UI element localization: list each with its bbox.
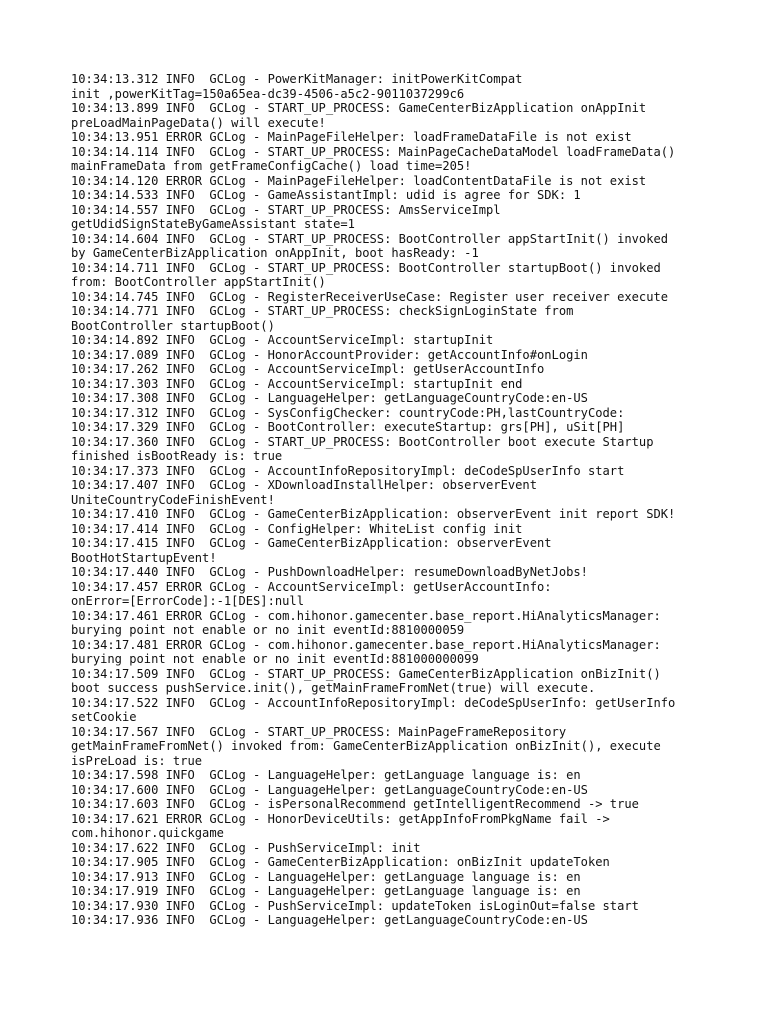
log-line: 10:34:13.951 ERROR GCLog - MainPageFileHelper: loadFrameDataFile is not exist <box>71 130 632 144</box>
log-line: com.hihonor.quickgame <box>71 826 224 840</box>
log-line: 10:34:17.312 INFO GCLog - SysConfigChecker: countryCode:PH,lastCountryCode: <box>71 405 625 420</box>
log-line: 10:34:14.557 INFO GCLog - START_UP_PROCESS: AmsServiceImpl <box>71 202 501 217</box>
log-line: 10:34:17.414 INFO GCLog - ConfigHelper: WhiteList config init <box>71 521 523 536</box>
log-line: 10:34:17.329 INFO GCLog - BootController: executeStartup: grs[PH], uSit[PH] <box>71 420 625 434</box>
log-line: 10:34:17.600 INFO GCLog - LanguageHelper: getLanguageCountryCode:en-US <box>71 782 588 797</box>
log-line: 10:34:17.303 INFO GCLog - AccountServiceImpl: startupInit end <box>71 376 523 391</box>
log-line: 10:34:17.622 INFO GCLog - PushServiceImpl: init <box>71 840 421 855</box>
log-line: 10:34:17.407 INFO GCLog - XDownloadInstallHelper: observerEvent <box>71 478 537 492</box>
log-line: 10:34:17.481 ERROR GCLog - com.hihonor.gamecenter.base_report.HiAnalyticsManager: <box>71 637 661 652</box>
log-line: 10:34:17.905 INFO GCLog - GameCenterBizApplication: onBizInit updateToken <box>71 855 610 869</box>
log-line: finished isBootReady is: true <box>71 449 283 463</box>
log-line: 10:34:17.603 INFO GCLog - isPersonalRecommend getIntelligentRecommend -> true <box>71 797 639 811</box>
log-line: 10:34:14.771 INFO GCLog - START_UP_PROCESS: checkSignLoginState from <box>71 304 574 318</box>
log-line: 10:34:17.598 INFO GCLog - LanguageHelper: getLanguage language is: en <box>71 768 581 782</box>
log-line: getMainFrameFromNet() invoked from: GameCenterBizApplication onBizInit(), execute <box>71 739 661 753</box>
log-line: 10:34:14.114 INFO GCLog - START_UP_PROCESS: MainPageCacheDataModel loadFrameData() <box>71 144 676 159</box>
log-line: getUdidSignStateByGameAssistant state=1 <box>71 217 355 231</box>
log-line: 10:34:13.899 INFO GCLog - START_UP_PROCESS: GameCenterBizApplication onAppInit <box>71 101 647 115</box>
log-line: UniteCountryCodeFinishEvent! <box>71 492 275 507</box>
log-line: 10:34:17.373 INFO GCLog - AccountInfoRepositoryImpl: deCodeSpUserInfo start <box>71 463 625 478</box>
log-line: 10:34:14.120 ERROR GCLog - MainPageFileHelper: loadContentDataFile is not exist <box>71 173 647 188</box>
log-line: boot success pushService.init(), getMainFrameFromNet(true) will execute. <box>71 681 596 695</box>
log-line: 10:34:17.089 INFO GCLog - HonorAccountProvider: getAccountInfo#onLogin <box>71 347 588 362</box>
log-line: 10:34:17.522 INFO GCLog - AccountInfoRepositoryImpl: deCodeSpUserInfo: getUserInfo <box>71 695 676 710</box>
log-line: from: BootController appStartInit() <box>71 275 326 289</box>
log-line: setCookie <box>71 710 137 724</box>
log-line: 10:34:14.892 INFO GCLog - AccountServiceImpl: startupInit <box>71 333 494 347</box>
log-line: 10:34:17.410 INFO GCLog - GameCenterBizApplication: observerEvent init report SDK! <box>71 507 676 521</box>
log-line: by GameCenterBizApplication onAppInit, boot hasReady: -1 <box>71 246 479 260</box>
log-line: BootController startupBoot() <box>71 318 275 333</box>
log-line: 10:34:17.262 INFO GCLog - AccountServiceImpl: getUserAccountInfo <box>71 362 545 376</box>
log-line: 10:34:17.509 INFO GCLog - START_UP_PROCESS: GameCenterBizApplication onBizInit() <box>71 666 661 681</box>
log-line: 10:34:14.604 INFO GCLog - START_UP_PROCESS: BootController appStartInit() invoked <box>71 231 669 246</box>
log-lines <box>71 72 731 928</box>
log-line: 10:34:17.461 ERROR GCLog - com.hihonor.gamecenter.base_report.HiAnalyticsManager: <box>71 608 661 623</box>
log-document <box>71 72 731 928</box>
log-line: 10:34:17.936 INFO GCLog - LanguageHelper: getLanguageCountryCode:en-US <box>71 913 588 927</box>
log-line: 10:34:17.913 INFO GCLog - LanguageHelper: getLanguage language is: en <box>71 869 581 884</box>
log-line: 10:34:17.621 ERROR GCLog - HonorDeviceUtils: getAppInfoFromPkgName fail -> <box>71 811 610 826</box>
log-line: 10:34:17.457 ERROR GCLog - AccountServiceImpl: getUserAccountInfo: <box>71 579 552 594</box>
log-line: mainFrameData from getFrameConfigCache() load time=205! <box>71 159 472 173</box>
log-line: init ,powerKitTag=150a65ea-dc39-4506-a5c2-9011037299c6 <box>71 86 465 101</box>
log-line: 10:34:17.415 INFO GCLog - GameCenterBizApplication: observerEvent <box>71 536 552 550</box>
log-line: 10:34:17.930 INFO GCLog - PushServiceImpl: updateToken isLoginOut=false start <box>71 898 639 913</box>
log-line: 10:34:17.567 INFO GCLog - START_UP_PROCESS: MainPageFrameRepository <box>71 724 567 739</box>
log-line: 10:34:14.533 INFO GCLog - GameAssistantImpl: udid is agree for SDK: 1 <box>71 188 581 202</box>
log-line: 10:34:13.312 INFO GCLog - PowerKitManager: initPowerKitCompat <box>71 72 523 86</box>
log-line: BootHotStartupEvent! <box>71 550 217 565</box>
log-line: 10:34:14.745 INFO GCLog - RegisterReceiverUseCase: Register user receiver execute <box>71 289 669 304</box>
log-line: 10:34:17.308 INFO GCLog - LanguageHelper: getLanguageCountryCode:en-US <box>71 391 588 405</box>
log-line: isPreLoad is: true <box>71 753 203 768</box>
log-line: burying point not enable or no init eventId:881000000099 <box>71 652 479 666</box>
log-line: preLoadMainPageData() will execute! <box>71 115 326 130</box>
log-line: 10:34:17.919 INFO GCLog - LanguageHelper: getLanguage language is: en <box>71 884 581 898</box>
log-line: 10:34:17.360 INFO GCLog - START_UP_PROCESS: BootController boot execute Startup <box>71 434 654 449</box>
log-line: burying point not enable or no init eventId:8810000059 <box>71 623 465 637</box>
log-line: 10:34:17.440 INFO GCLog - PushDownloadHelper: resumeDownloadByNetJobs! <box>71 565 588 579</box>
log-line: 10:34:14.711 INFO GCLog - START_UP_PROCESS: BootController startupBoot() invoked <box>71 260 661 275</box>
log-line: onError=[ErrorCode]:-1[DES]:null <box>71 594 304 608</box>
